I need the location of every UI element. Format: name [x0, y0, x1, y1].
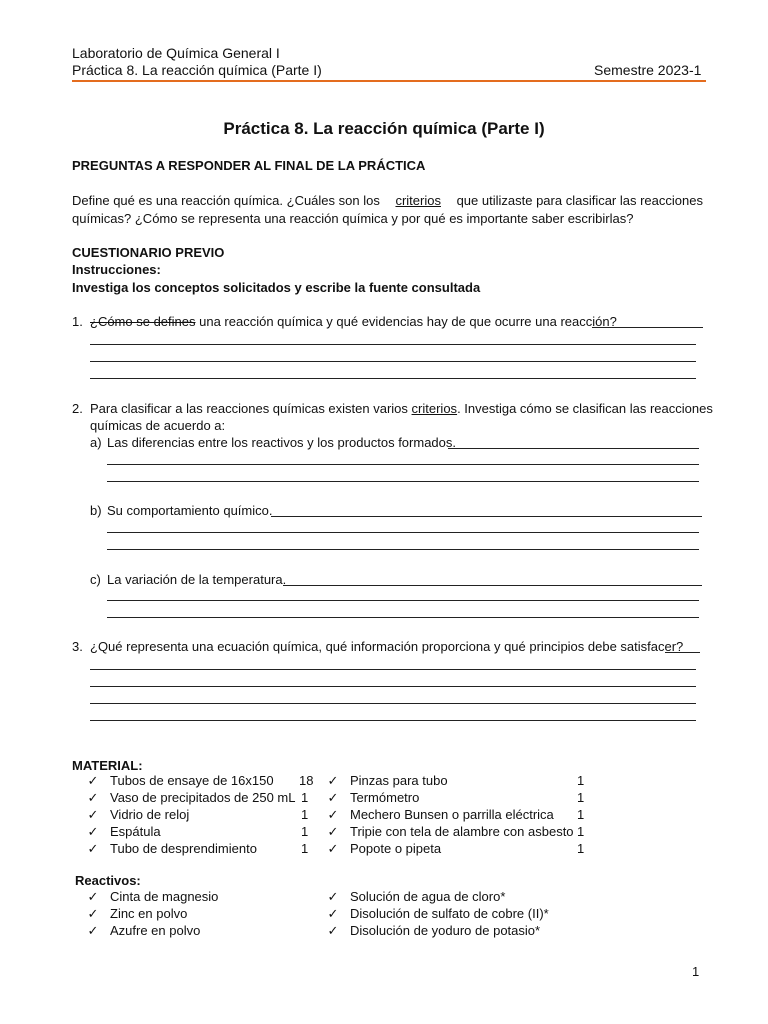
q2b-answer-line-inline[interactable] [271, 503, 702, 517]
reactivo-name: Disolución de yoduro de potasio* [350, 923, 541, 938]
header-rule [72, 80, 706, 82]
q3-answer-line[interactable] [90, 703, 696, 704]
header-practice: Práctica 8. La reacción química (Parte I) [72, 62, 322, 78]
page-number: 1 [692, 964, 700, 979]
material-item-qty: 1 [301, 807, 309, 822]
material-item-qty: 1 [577, 841, 585, 856]
q2a-answer-line[interactable] [107, 481, 699, 482]
q3-answer-line[interactable] [90, 720, 696, 721]
q2a-answer-line[interactable] [107, 464, 699, 465]
page-title: Práctica 8. La reacción química (Parte I) [223, 119, 545, 138]
q2a-answer-line-inline[interactable] [448, 435, 699, 449]
q3-text: ¿Qué representa una ecuación química, qué información proporciona y qué principios debe satisfacer? [90, 639, 684, 654]
check-icon: ✓ [87, 923, 99, 938]
q2-line-2: químicas de acuerdo a: [90, 418, 226, 433]
header-course: Laboratorio de Química General I [72, 45, 280, 61]
q2b-answer-line[interactable] [107, 549, 699, 550]
header-semester: Semestre 2023-1 [594, 62, 702, 78]
check-icon: ✓ [327, 790, 339, 805]
preguntas-heading: PREGUNTAS A RESPONDER AL FINAL DE LA PRÁCTICA [72, 158, 426, 173]
check-icon: ✓ [87, 790, 99, 805]
check-icon: ✓ [327, 773, 339, 788]
check-icon: ✓ [327, 906, 339, 921]
preguntas-line-1 [72, 193, 703, 208]
material-item-qty: 18 [299, 773, 314, 788]
q2b-answer-line[interactable] [107, 532, 699, 533]
q2-line-1-post: . Investiga cómo se clasifican las reacciones [457, 401, 713, 416]
q2c-text: La variación de la temperatura. [107, 572, 287, 587]
material-item-qty: 1 [301, 824, 309, 839]
q2a-text: Las diferencias entre los reactivos y los productos formados. [107, 435, 457, 450]
instrucciones-label: Instrucciones: [72, 262, 161, 277]
check-icon: ✓ [327, 889, 339, 904]
material-item-qty: 1 [301, 790, 309, 805]
q2a-label: a) [90, 435, 102, 450]
material-item-qty: 1 [577, 773, 585, 788]
preguntas-line-1-pre: Define qué es una reacción química. ¿Cuáles son los [72, 193, 380, 208]
material-item-qty: 1 [577, 807, 585, 822]
q1-text-post: una reacción química y qué evidencias hay de que ocurre una reacción? [195, 314, 617, 329]
check-icon: ✓ [327, 807, 339, 822]
reactivo-name: Disolución de sulfato de cobre (II)* [350, 906, 549, 921]
preguntas-line-2: químicas? ¿Cómo se representa una reacción química y por qué es importante saber escribirlas? [72, 211, 634, 226]
q1-text [90, 314, 617, 329]
material-item-qty: 1 [577, 824, 585, 839]
q3-number: 3. [72, 639, 83, 654]
q1-number: 1. [72, 314, 83, 329]
q2c-answer-line[interactable] [107, 600, 699, 601]
q3-answer-line[interactable] [90, 669, 696, 670]
material-item-name: Tripie con tela de alambre con asbesto [350, 824, 574, 839]
reactivos-heading: Reactivos: [75, 873, 141, 888]
q1-answer-line-inline[interactable] [592, 314, 703, 328]
reactivo-name: Azufre en polvo [110, 923, 201, 938]
check-icon: ✓ [87, 773, 99, 788]
material-item-name: Tubo de desprendimiento [110, 841, 257, 856]
material-item-name: Pinzas para tubo [350, 773, 448, 788]
q1-answer-line[interactable] [90, 378, 696, 379]
check-icon: ✓ [87, 889, 99, 904]
q2-criterios: criterios [411, 401, 458, 416]
check-icon: ✓ [327, 824, 339, 839]
material-item-qty: 1 [301, 841, 309, 856]
q2-number: 2. [72, 401, 83, 416]
material-item-name: Vidrio de reloj [110, 807, 190, 822]
cuestionario-heading: CUESTIONARIO PREVIO [72, 245, 225, 260]
check-icon: ✓ [87, 906, 99, 921]
check-icon: ✓ [87, 824, 99, 839]
q2-line-1 [90, 401, 713, 416]
q1-answer-line[interactable] [90, 361, 696, 362]
material-item-qty: 1 [577, 790, 585, 805]
q2c-answer-line[interactable] [107, 617, 699, 618]
material-item-name: Tubos de ensaye de 16x150 [110, 773, 274, 788]
material-heading: MATERIAL: [72, 758, 143, 773]
check-icon: ✓ [87, 807, 99, 822]
preguntas-criterios: criterios [395, 193, 441, 208]
instrucciones-text: Investiga los conceptos solicitados y escribe la fuente consultada [72, 280, 481, 295]
q2-line-1-pre: Para clasificar a las reacciones químicas existen varios [90, 401, 408, 416]
material-item-name: Termómetro [350, 790, 420, 805]
q3-answer-line-inline[interactable] [665, 639, 700, 653]
q2c-label: c) [90, 572, 101, 587]
q2c-answer-line-inline[interactable] [283, 572, 702, 586]
reactivo-name: Solución de agua de cloro* [350, 889, 506, 904]
check-icon: ✓ [327, 923, 339, 938]
q1-text-pre: ¿Cómo se defines [90, 314, 196, 329]
q2b-label: b) [90, 503, 102, 518]
q2b-text: Su comportamiento químico. [107, 503, 273, 518]
preguntas-line-1-post: que utilizaste para clasificar las reacciones [456, 193, 703, 208]
q3-answer-line[interactable] [90, 686, 696, 687]
reactivo-name: Zinc en polvo [110, 906, 188, 921]
q1-answer-line[interactable] [90, 344, 696, 345]
material-item-name: Popote o pipeta [350, 841, 442, 856]
material-item-name: Espátula [110, 824, 161, 839]
material-item-name: Vaso de precipitados de 250 mL [110, 790, 296, 805]
check-icon: ✓ [327, 841, 339, 856]
reactivo-name: Cinta de magnesio [110, 889, 219, 904]
check-icon: ✓ [87, 841, 99, 856]
material-item-name: Mechero Bunsen o parrilla eléctrica [350, 807, 554, 822]
